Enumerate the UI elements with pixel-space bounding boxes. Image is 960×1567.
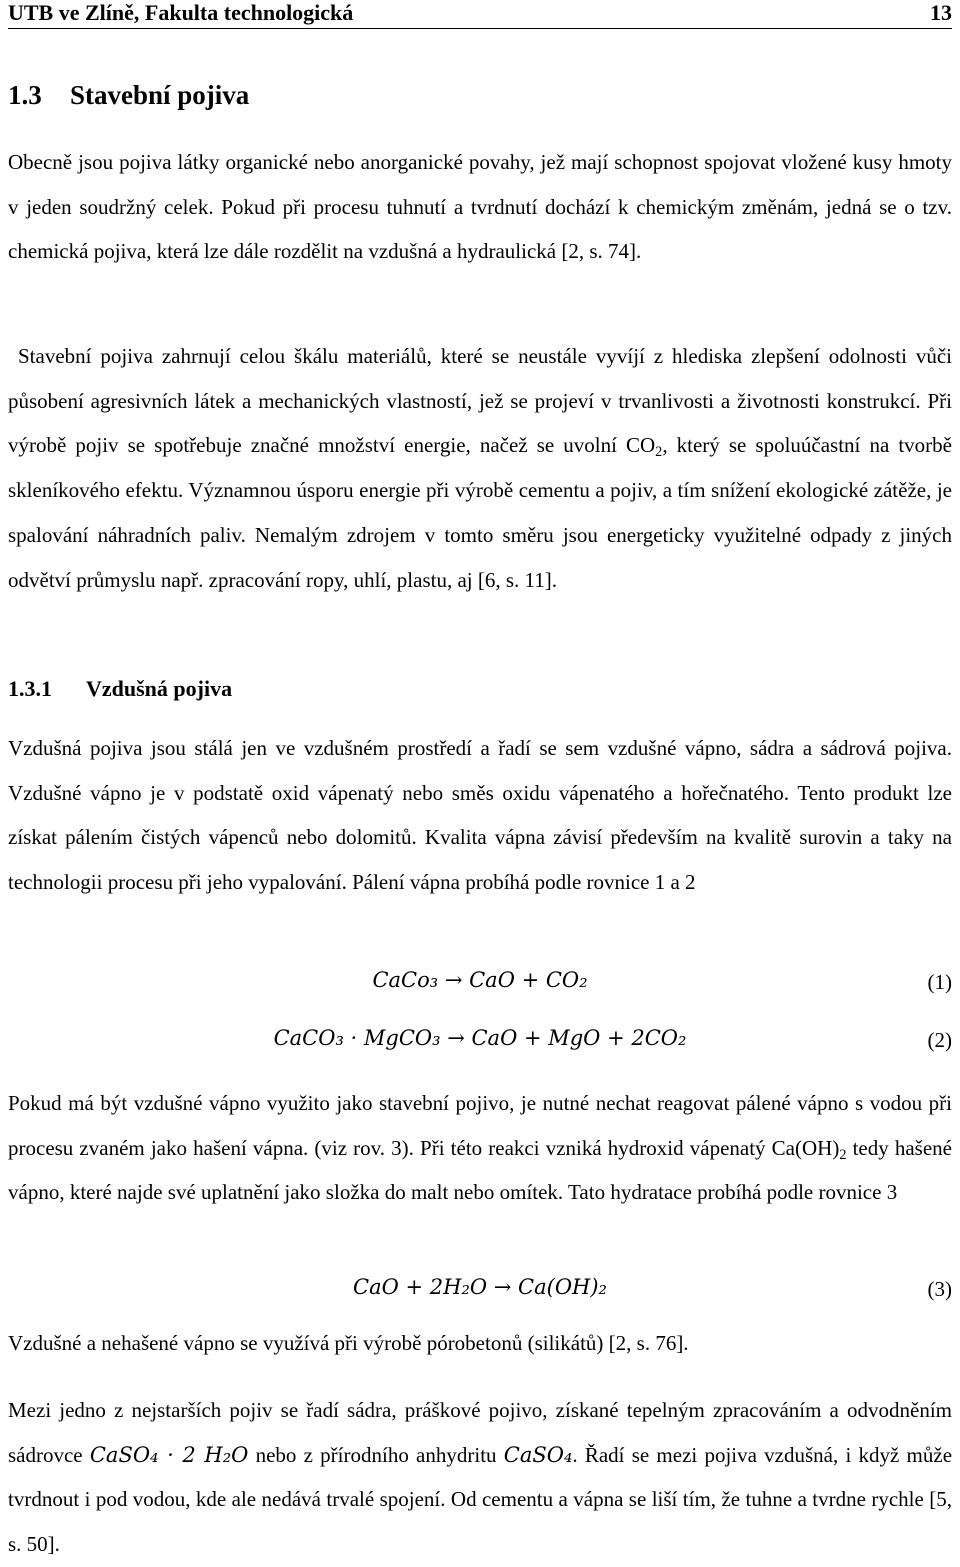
section-heading: [8, 80, 249, 111]
paragraph-slaking: Pokud má být vzdušné vápno využito jako stavební pojivo, je nutné nechat reagovat pálené vápno s vodou při procesu zvaném jako hašení vápna. (viz rov. 3). Při této reakci vzniká hydroxid vápenatý $Ca(OH)_2$ tedy hašené vápno, které najde své uplatnění jako složka do malt nebo omítek. Tato hydratace probíhá podle rovnice 3: [8, 1091, 952, 1205]
section-number: 1.3: [8, 80, 42, 110]
page-header: [8, 0, 952, 29]
equation-3: [0, 1271, 960, 1311]
header-title: UTB ve Zlíně, Fakulta technologická: [8, 0, 354, 25]
gypsum-formula: CaSO₄ · 2 H₂O: [89, 1442, 249, 1467]
page-number: 13: [930, 0, 952, 25]
equation-2-formula: CaCO₃ · MgCO₃ → CaO + MgO + 2CO₂: [273, 1026, 687, 1050]
paragraph-gypsum: Mezi jedno z nejstarších pojiv se řadí sádra, práškové pojivo, získané tepelným zpracováním a odvodněním sádrovce CaSO₄ · 2 H₂O nebo z přírodního anhydritu CaSO₄. Řadí se mezi pojiva vzdušná, i když může tvrdnout i pod vodou, kde ale nedává trvalé spojení. Od cementu a vápna se liší tím, že tuhne a tvrdne rychle [5, s. 50].: [8, 1398, 953, 1557]
equation-3-number: (3): [927, 1277, 952, 1301]
subsection-heading: [8, 676, 232, 702]
subsection-title: Vzdušná pojiva: [86, 676, 233, 701]
equation-1-number: (1): [927, 970, 952, 994]
paragraph-air-binders: Vzdušná pojiva jsou stálá jen ve vzdušném prostředí a řadí se sem vzdušné vápno, sádra a sádrová pojiva. Vzdušné vápno je v podstatě oxid vápenatý nebo směs oxidu vápenatého a hořečnatého. Tento produkt lze získat pálením čistých vápenců nebo dolomitů. Kvalita vápna závisí především na kvalitě surovin a taky na technologii procesu při jeho vypalování. Pálení vápna probíhá podle rovnice 1 a 2: [8, 736, 952, 894]
paragraph-intro: Obecně jsou pojiva látky organické nebo anorganické povahy, jež mají schopnost spojovat vložené kusy hmoty v jeden soudržný celek. Pokud při procesu tuhnutí a tvrdnutí dochází k chemickým změnám, jedná se o tzv. chemická pojiva, která lze dále rozdělit na vzdušná a hydraulická [2, s. 74].: [8, 150, 952, 263]
equation-3-formula: CaO + 2H₂O → Ca(OH)₂: [353, 1275, 607, 1299]
equation-2: [0, 1022, 960, 1062]
section-title: Stavební pojiva: [70, 80, 250, 110]
equation-1-formula: CaCo₃ → CaO + CO₂: [372, 968, 588, 992]
equation-1: [0, 964, 960, 1004]
anhydrite-formula: CaSO₄: [503, 1442, 573, 1467]
subsection-number: 1.3.1: [8, 676, 52, 701]
equation-2-number: (2): [927, 1028, 952, 1052]
paragraph-aerated-concrete: Vzdušné a nehašené vápno se využívá při výrobě pórobetonů (silikátů) [2, s. 76].: [8, 1331, 689, 1355]
paragraph-binders: Stavební pojiva zahrnují celou škálu materiálů, které se neustále vyvíjí z hlediska zlepšení odolnosti vůči působení agresivních látek a mechanických vlastností, jež se projeví v trvanlivosti a životnosti konstrukcí. Při výrobě pojiv se spotřebuje značné množství energie, načež se uvolní $CO_2$, který se spoluúčastní na tvorbě skleníkového efektu. Významnou úsporu energie při výrobě cementu a pojiv, a tím snížení ekologické zátěže, je spalování náhradních paliv. Nemalým zdrojem v tomto směru jsou energeticky využitelné odpady z jiných odvětví průmyslu např. zpracování ropy, uhlí, plastu, aj [6, s. 11].: [8, 344, 952, 592]
